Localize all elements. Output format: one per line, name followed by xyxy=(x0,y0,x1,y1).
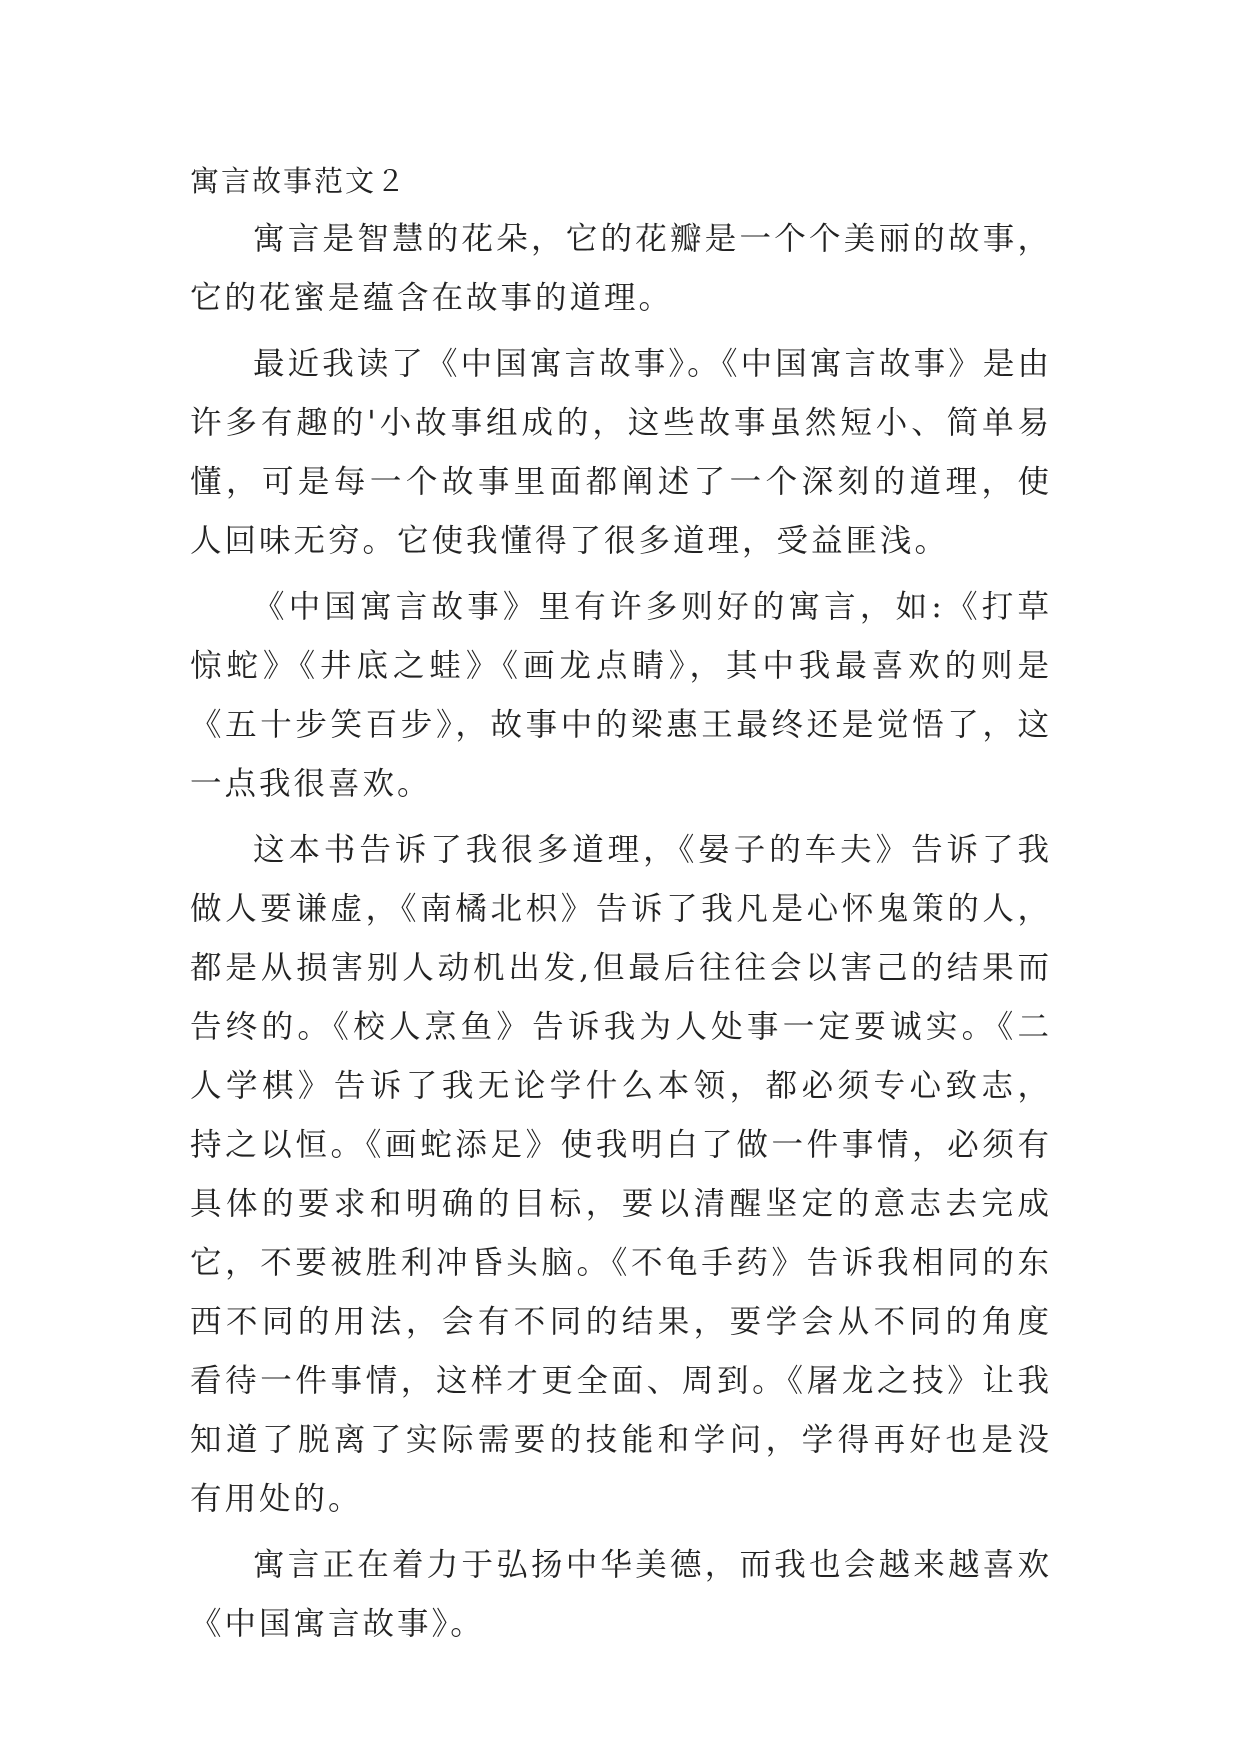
paragraph-3: 《中国寓言故事》里有许多则好的寓言，如:《打草惊蛇》《井底之蛙》《画龙点睛》，其中我最喜欢的则是《五十步笑百步》，故事中的梁惠王最终还是觉悟了，这一点我很喜欢。 xyxy=(190,589,1052,802)
document-body xyxy=(190,152,1052,1661)
paragraph-1: 寓言是智慧的花朵，它的花瓣是一个个美丽的故事，它的花蜜是蕴含在故事的道理。 xyxy=(190,221,1052,316)
paragraph-2: 最近我读了《中国寓言故事》。《中国寓言故事》是由许多有趣的'小故事组成的，这些故事虽然短小、简单易懂，可是每一个故事里面都阐述了一个深刻的道理，使人回味无穷。它使我懂得了很多道理，受益匪浅。 xyxy=(190,346,1052,559)
document-title: 寓言故事范文２ xyxy=(190,164,408,198)
paragraph-4: 这本书告诉了我很多道理，《晏子的车夫》告诉了我做人要谦虚，《南橘北枳》告诉了我凡是心怀鬼策的人，都是从损害别人动机出发,但最后往往会以害己的结果而告终的。《校人烹鱼》告诉我为人处事一定要诚实。《二人学棋》告诉了我无论学什么本领，都必须专心致志，持之以恒。《画蛇添足》使我明白了做一件事情，必须有具体的要求和明确的目标，要以清醒坚定的意志去完成它，不要被胜利冲昏头脑。《不龟手药》告诉我相同的东西不同的用法，会有不同的结果，要学会从不同的角度看待一件事情，这样才更全面、周到。《屠龙之技》让我知道了脱离了实际需要的技能和学问，学得再好也是没有用处的。 xyxy=(190,832,1052,1517)
paragraph-5: 寓言正在着力于弘扬中华美德，而我也会越来越喜欢《中国寓言故事》。 xyxy=(190,1547,1052,1642)
